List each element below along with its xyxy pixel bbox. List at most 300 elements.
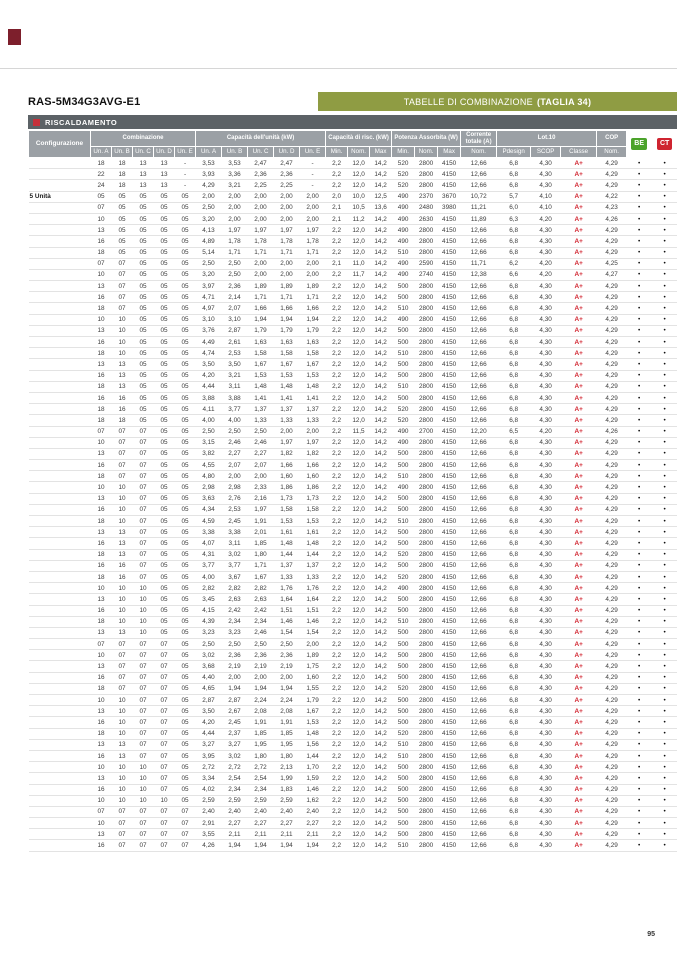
table-cell: 4150: [438, 236, 461, 247]
table-cell: A+: [561, 370, 597, 381]
table-cell: 05: [175, 650, 196, 661]
column-subheader: Un. A: [91, 147, 112, 158]
table-cell: 2800: [415, 180, 438, 191]
table-cell: 490: [392, 426, 415, 437]
table-cell: 2,36: [222, 281, 248, 292]
table-cell: 13: [91, 493, 112, 504]
table-cell: 1,83: [274, 784, 300, 795]
table-cell: 4,29: [597, 538, 627, 549]
table-cell: •: [627, 706, 652, 717]
table-cell: 4,29: [597, 773, 627, 784]
table-cell: 4,29: [196, 180, 222, 191]
table-cell: 12,0: [348, 840, 370, 851]
table-cell: •: [627, 303, 652, 314]
table-cell: 2,45: [222, 516, 248, 527]
table-cell: 2800: [415, 795, 438, 806]
table-cell: 14,2: [370, 683, 392, 694]
table-cell: 2,72: [248, 762, 274, 773]
table-row: [29, 549, 677, 560]
table-cell: 2,2: [326, 169, 348, 180]
table-cell: 2,00: [300, 258, 326, 269]
table-cell: 2,40: [222, 806, 248, 817]
table-cell: 2800: [415, 829, 438, 840]
table-cell: 2800: [415, 460, 438, 471]
table-cell: 2,36: [274, 169, 300, 180]
table-cell: •: [652, 605, 677, 616]
table-cell: 3,53: [222, 158, 248, 169]
table-cell: 1,56: [300, 739, 326, 750]
table-cell: 520: [392, 169, 415, 180]
column-subheader: Nom.: [348, 147, 370, 158]
table-cell: 4150: [438, 650, 461, 661]
table-row: [29, 795, 677, 806]
table-cell: 2,2: [326, 516, 348, 527]
table-cell: 11,7: [348, 269, 370, 280]
table-cell: 3,77: [222, 560, 248, 571]
table-cell: 10: [133, 594, 154, 605]
table-cell: 510: [392, 303, 415, 314]
page-corner-mark: [8, 29, 21, 45]
table-cell: A+: [561, 616, 597, 627]
table-cell: 12,66: [461, 739, 497, 750]
table-cell: 4,29: [597, 225, 627, 236]
table-cell: 1,48: [274, 538, 300, 549]
table-cell: 18: [112, 158, 133, 169]
table-cell: 10: [154, 795, 175, 806]
table-row: [29, 448, 677, 459]
table-cell: 4150: [438, 448, 461, 459]
table-cell: 6,8: [497, 225, 531, 236]
table-cell: 6,8: [497, 158, 531, 169]
table-cell: •: [627, 426, 652, 437]
table-cell: 14,2: [370, 448, 392, 459]
table-cell: 05: [175, 784, 196, 795]
table-cell: 4,30: [531, 616, 561, 627]
table-cell: 07: [133, 695, 154, 706]
table-cell: 14,2: [370, 527, 392, 538]
table-cell: 4,29: [597, 437, 627, 448]
table-cell: 6,8: [497, 292, 531, 303]
table-cell: 10: [112, 695, 133, 706]
table-row: [29, 180, 677, 191]
table-cell: 12,0: [348, 795, 370, 806]
table-cell: 4150: [438, 829, 461, 840]
table-cell: 490: [392, 191, 415, 202]
table-cell: A+: [561, 158, 597, 169]
table-cell: •: [627, 672, 652, 683]
table-cell: 1,89: [248, 281, 274, 292]
table-cell: 2800: [415, 818, 438, 829]
table-cell: 05: [154, 583, 175, 594]
configuration-label: [29, 325, 91, 336]
table-cell: •: [652, 650, 677, 661]
table-cell: 4150: [438, 493, 461, 504]
table-cell: 05: [175, 605, 196, 616]
table-cell: 13,6: [370, 202, 392, 213]
table-cell: 2,2: [326, 303, 348, 314]
table-cell: 12,66: [461, 460, 497, 471]
table-cell: 4,30: [531, 359, 561, 370]
table-cell: 4150: [438, 695, 461, 706]
table-cell: 2,2: [326, 337, 348, 348]
table-cell: 2,11: [274, 829, 300, 840]
table-cell: 07: [133, 818, 154, 829]
table-cell: 07: [154, 639, 175, 650]
table-cell: 4,29: [597, 661, 627, 672]
table-cell: 05: [154, 460, 175, 471]
table-cell: 13: [112, 627, 133, 638]
table-cell: •: [652, 281, 677, 292]
table-cell: 4,02: [196, 784, 222, 795]
table-cell: 6,8: [497, 482, 531, 493]
table-row: [29, 247, 677, 258]
table-cell: 1,44: [300, 750, 326, 761]
table-cell: 12,0: [348, 683, 370, 694]
table-cell: 490: [392, 213, 415, 224]
table-cell: 2,2: [326, 695, 348, 706]
table-cell: 2800: [415, 437, 438, 448]
table-cell: 18: [91, 516, 112, 527]
table-cell: 14,2: [370, 303, 392, 314]
table-cell: 2,27: [222, 818, 248, 829]
table-cell: 6,8: [497, 325, 531, 336]
configuration-label: [29, 460, 91, 471]
table-cell: 2,00: [222, 213, 248, 224]
configuration-label: [29, 773, 91, 784]
table-cell: 05: [133, 191, 154, 202]
table-cell: 12,66: [461, 549, 497, 560]
table-cell: •: [652, 706, 677, 717]
table-cell: 4,30: [531, 292, 561, 303]
table-cell: 10: [91, 437, 112, 448]
table-cell: 3980: [438, 202, 461, 213]
table-cell: 3670: [438, 191, 461, 202]
table-row: [29, 583, 677, 594]
table-cell: 2,07: [222, 460, 248, 471]
table-cell: 1,89: [300, 281, 326, 292]
table-cell: 4150: [438, 739, 461, 750]
table-cell: 12,66: [461, 560, 497, 571]
table-cell: 3,23: [196, 627, 222, 638]
table-cell: 4,40: [196, 672, 222, 683]
table-cell: 3,88: [196, 392, 222, 403]
table-cell: 2,45: [222, 717, 248, 728]
table-cell: 2,25: [248, 180, 274, 191]
table-cell: 13: [112, 381, 133, 392]
table-cell: •: [652, 381, 677, 392]
table-cell: 05: [154, 269, 175, 280]
table-cell: 2800: [415, 773, 438, 784]
table-cell: 3,67: [222, 571, 248, 582]
table-cell: 10: [91, 213, 112, 224]
table-cell: A+: [561, 213, 597, 224]
table-cell: 14,2: [370, 784, 392, 795]
table-cell: 4150: [438, 437, 461, 448]
column-group-header: COP: [597, 131, 627, 147]
table-cell: 4,29: [597, 806, 627, 817]
table-cell: •: [627, 236, 652, 247]
table-cell: 14,2: [370, 650, 392, 661]
table-cell: 16: [91, 337, 112, 348]
table-cell: •: [652, 448, 677, 459]
table-cell: 2,46: [222, 437, 248, 448]
table-cell: 4150: [438, 594, 461, 605]
table-cell: 2,50: [222, 426, 248, 437]
table-cell: 2,34: [222, 784, 248, 795]
configuration-label: [29, 616, 91, 627]
table-cell: •: [652, 404, 677, 415]
table-cell: 07: [112, 269, 133, 280]
table-cell: 05: [154, 247, 175, 258]
table-cell: 12,66: [461, 538, 497, 549]
table-cell: 2,50: [248, 639, 274, 650]
table-cell: 1,33: [248, 415, 274, 426]
table-cell: 14,2: [370, 415, 392, 426]
table-cell: 18: [112, 169, 133, 180]
table-cell: A+: [561, 560, 597, 571]
configuration-label: [29, 538, 91, 549]
table-cell: 16: [91, 560, 112, 571]
table-cell: A+: [561, 695, 597, 706]
table-cell: A+: [561, 471, 597, 482]
table-cell: 1,94: [222, 683, 248, 694]
table-cell: 2,47: [248, 158, 274, 169]
column-subheader: Min.: [326, 147, 348, 158]
table-cell: 2800: [415, 169, 438, 180]
table-cell: 490: [392, 269, 415, 280]
table-cell: 2,00: [222, 471, 248, 482]
table-cell: 2,2: [326, 762, 348, 773]
table-cell: 1,91: [274, 717, 300, 728]
table-cell: 4,30: [531, 806, 561, 817]
table-cell: •: [652, 516, 677, 527]
table-cell: 12,0: [348, 325, 370, 336]
table-row: [29, 527, 677, 538]
table-cell: 4,29: [597, 549, 627, 560]
table-cell: 2800: [415, 571, 438, 582]
table-cell: 12,66: [461, 314, 497, 325]
table-cell: 4150: [438, 415, 461, 426]
table-cell: 2800: [415, 415, 438, 426]
table-cell: 2,76: [222, 493, 248, 504]
table-cell: 2,53: [222, 504, 248, 515]
table-cell: 500: [392, 594, 415, 605]
table-cell: 16: [91, 605, 112, 616]
table-cell: 12,0: [348, 583, 370, 594]
table-cell: 2800: [415, 337, 438, 348]
table-cell: 2,2: [326, 471, 348, 482]
table-cell: 4,29: [597, 247, 627, 258]
table-cell: 2800: [415, 236, 438, 247]
table-cell: 4,30: [531, 762, 561, 773]
table-cell: 14,2: [370, 348, 392, 359]
table-cell: 05: [154, 213, 175, 224]
table-cell: 500: [392, 527, 415, 538]
table-cell: A+: [561, 348, 597, 359]
table-cell: 12,0: [348, 292, 370, 303]
table-cell: 6,8: [497, 784, 531, 795]
table-cell: 2,2: [326, 247, 348, 258]
table-cell: 2,2: [326, 549, 348, 560]
table-cell: 05: [133, 415, 154, 426]
table-cell: 4150: [438, 527, 461, 538]
table-cell: 10: [112, 795, 133, 806]
table-cell: 14,2: [370, 795, 392, 806]
table-cell: •: [652, 594, 677, 605]
table-cell: 4,55: [196, 460, 222, 471]
table-cell: A+: [561, 202, 597, 213]
table-cell: 07: [133, 516, 154, 527]
table-cell: A+: [561, 269, 597, 280]
table-cell: 18: [112, 415, 133, 426]
table-row: [29, 829, 677, 840]
table-cell: •: [652, 471, 677, 482]
table-cell: 4,30: [531, 325, 561, 336]
table-cell: 10: [133, 773, 154, 784]
table-cell: 4,29: [597, 594, 627, 605]
table-cell: A+: [561, 180, 597, 191]
table-cell: 2,2: [326, 739, 348, 750]
table-cell: 6,8: [497, 381, 531, 392]
table-cell: 05: [154, 348, 175, 359]
table-cell: A+: [561, 717, 597, 728]
table-cell: 2,2: [326, 180, 348, 191]
table-cell: 07: [91, 202, 112, 213]
table-cell: 4,29: [597, 348, 627, 359]
configuration-label: [29, 247, 91, 258]
table-cell: 1,33: [274, 571, 300, 582]
table-cell: 05: [175, 695, 196, 706]
table-cell: A+: [561, 303, 597, 314]
table-cell: 14,2: [370, 538, 392, 549]
table-cell: 05: [154, 281, 175, 292]
table-cell: 4150: [438, 616, 461, 627]
table-cell: 6,8: [497, 370, 531, 381]
column-group-header: Potenza Assorbita (W): [392, 131, 461, 147]
table-cell: 4,30: [531, 750, 561, 761]
table-row: [29, 437, 677, 448]
table-cell: 14,2: [370, 213, 392, 224]
table-cell: 2,87: [222, 325, 248, 336]
table-cell: 05: [133, 292, 154, 303]
table-cell: 1,60: [300, 672, 326, 683]
table-cell: 3,50: [196, 706, 222, 717]
table-cell: •: [627, 415, 652, 426]
table-cell: 10,5: [348, 202, 370, 213]
table-cell: 6,8: [497, 527, 531, 538]
table-cell: 4,30: [531, 627, 561, 638]
table-cell: 16: [112, 560, 133, 571]
table-cell: 14,2: [370, 471, 392, 482]
table-cell: 2,00: [248, 471, 274, 482]
table-cell: •: [627, 616, 652, 627]
configuration-label: [29, 639, 91, 650]
table-cell: •: [627, 471, 652, 482]
table-cell: 1,78: [300, 236, 326, 247]
table-cell: A+: [561, 818, 597, 829]
table-cell: 4,20: [196, 717, 222, 728]
table-cell: 12,0: [348, 806, 370, 817]
table-cell: 12,0: [348, 281, 370, 292]
table-cell: 12,66: [461, 504, 497, 515]
column-subheader: Max: [438, 147, 461, 158]
table-cell: 13: [91, 773, 112, 784]
table-cell: 2,34: [222, 616, 248, 627]
configuration-label: [29, 739, 91, 750]
table-cell: 2800: [415, 683, 438, 694]
table-row: [29, 493, 677, 504]
table-cell: 1,73: [274, 493, 300, 504]
table-cell: 10: [112, 516, 133, 527]
table-cell: 4,30: [531, 471, 561, 482]
table-cell: A+: [561, 538, 597, 549]
table-cell: 12,66: [461, 818, 497, 829]
title-row: [28, 92, 677, 111]
table-cell: 1,33: [300, 415, 326, 426]
table-cell: 4150: [438, 258, 461, 269]
table-cell: 4,30: [531, 728, 561, 739]
table-cell: 16: [91, 370, 112, 381]
table-cell: 05: [175, 706, 196, 717]
table-cell: 05: [154, 426, 175, 437]
table-cell: 12,0: [348, 695, 370, 706]
table-cell: 07: [91, 639, 112, 650]
table-cell: 4,30: [531, 404, 561, 415]
table-cell: 14,2: [370, 829, 392, 840]
table-cell: 05: [175, 471, 196, 482]
table-cell: 3,02: [222, 549, 248, 560]
table-cell: 4,29: [597, 236, 627, 247]
table-cell: 2,00: [300, 269, 326, 280]
table-cell: 05: [175, 773, 196, 784]
table-cell: 14,2: [370, 516, 392, 527]
table-cell: 05: [133, 348, 154, 359]
table-cell: 12,66: [461, 180, 497, 191]
table-cell: 4,29: [597, 762, 627, 773]
table-cell: 12,0: [348, 549, 370, 560]
table-cell: 2,0: [326, 191, 348, 202]
table-cell: 2,72: [222, 762, 248, 773]
table-cell: 4,29: [597, 303, 627, 314]
table-cell: 2,2: [326, 426, 348, 437]
table-cell: 2,34: [248, 784, 274, 795]
table-cell: 4,34: [196, 504, 222, 515]
table-cell: 6,8: [497, 392, 531, 403]
table-cell: 3,45: [196, 594, 222, 605]
configuration-label: [29, 169, 91, 180]
table-cell: •: [627, 784, 652, 795]
table-cell: 2800: [415, 281, 438, 292]
table-cell: 12,66: [461, 750, 497, 761]
table-cell: 1,46: [274, 616, 300, 627]
table-cell: 05: [133, 225, 154, 236]
table-cell: 2,00: [248, 202, 274, 213]
table-cell: 500: [392, 784, 415, 795]
table-cell: •: [652, 627, 677, 638]
table-cell: •: [652, 493, 677, 504]
table-cell: 07: [112, 829, 133, 840]
table-cell: 6,2: [497, 258, 531, 269]
table-cell: 510: [392, 516, 415, 527]
table-cell: 2,2: [326, 381, 348, 392]
table-cell: 3,53: [196, 158, 222, 169]
table-cell: 2800: [415, 448, 438, 459]
table-cell: 07: [112, 840, 133, 851]
table-cell: •: [627, 504, 652, 515]
table-cell: 13: [133, 169, 154, 180]
table-cell: 12,0: [348, 706, 370, 717]
table-cell: 16: [112, 392, 133, 403]
